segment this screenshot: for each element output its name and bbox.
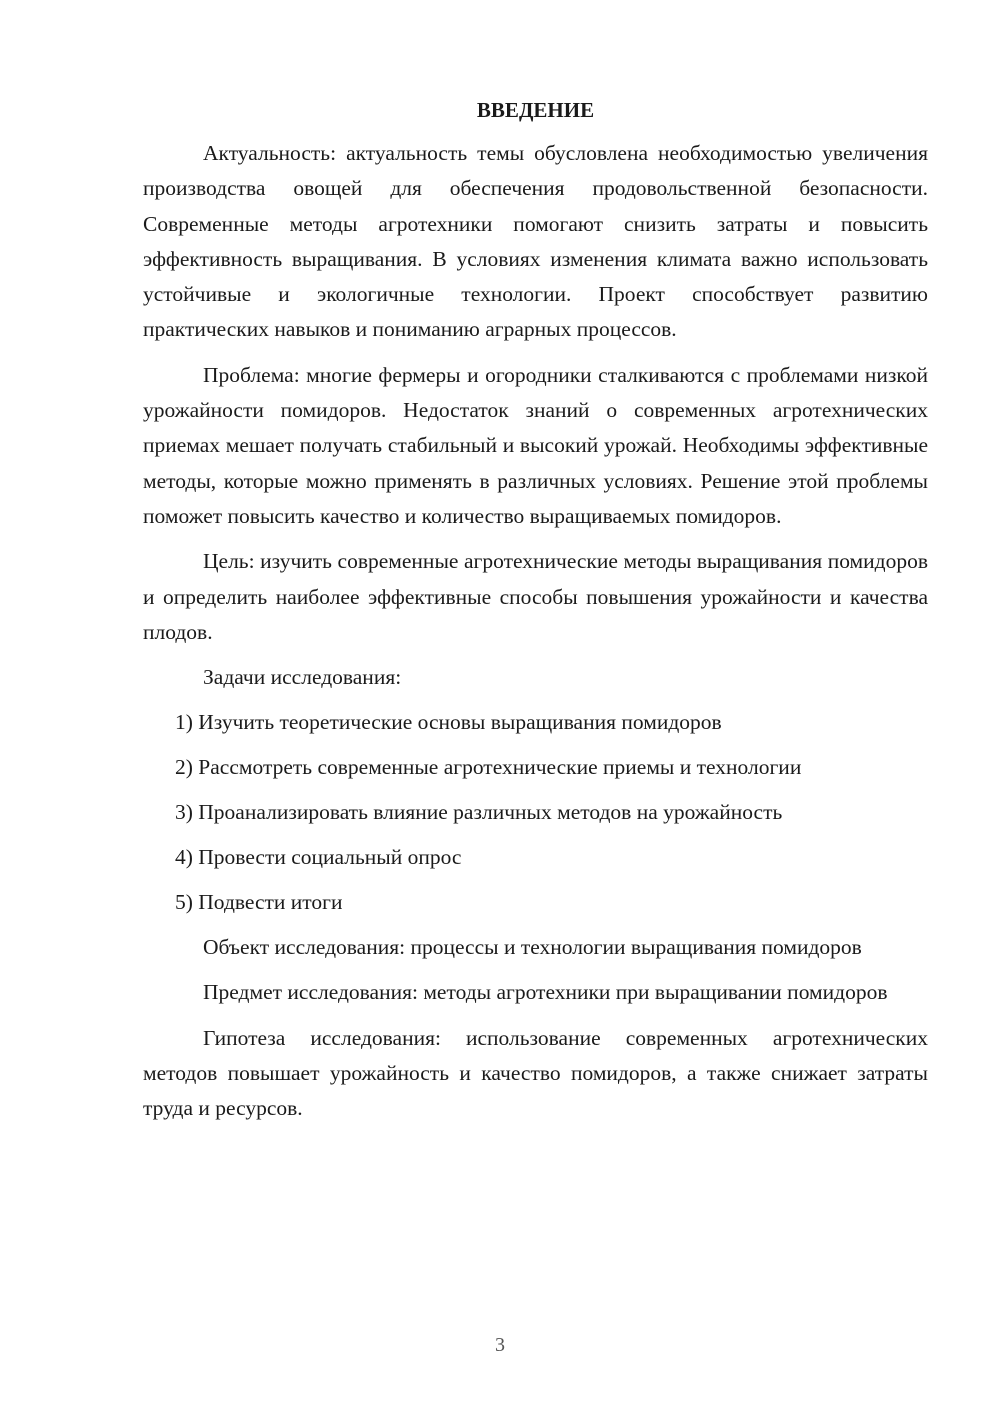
task-item: 5) Подвести итоги — [175, 890, 343, 915]
object-paragraph: Объект исследования: процессы и технологии выращивания помидоров — [203, 935, 862, 960]
task-item: 2) Рассмотреть современные агротехнические приемы и технологии — [175, 755, 802, 780]
task-item: 1) Изучить теоретические основы выращивания помидоров — [175, 710, 722, 735]
page-title: ВВЕДЕНИЕ — [476, 98, 595, 122]
subject-paragraph: Предмет исследования: методы агротехники при выращивании помидоров — [203, 980, 888, 1005]
tasks-heading: Задачи исследования: — [203, 665, 402, 690]
page-number: 3 — [495, 1334, 505, 1356]
relevance-paragraph: Актуальность: актуальность темы обусловлена необходимостью увеличения производства овощей для обеспечения продовольственной безопасности. Современные методы агротехники помогают снизить затраты и повысить эффективность выращивания. В условиях изменения климата важно использовать устойчивые и экологичные технологии. Проект способствует развитию практических навыков и пониманию аграрных процессов. — [143, 141, 928, 342]
task-item: 3) Проанализировать влияние различных методов на урожайность — [175, 800, 783, 825]
hypothesis-paragraph: Гипотеза исследования: использование современных агротехнических методов повышает урожайность и качество помидоров, а также снижает затраты труда и ресурсов. — [143, 1025, 928, 1121]
problem-paragraph: Проблема: многие фермеры и огородники сталкиваются с проблемами низкой урожайности помидоров. Недостаток знаний о современных агротехнических приемах мешает получать стабильный и высокий урожай. Необходимы эффективные методы, которые можно применять в различных условиях. Решение этой проблемы поможет повысить качество и количество выращиваемых помидоров. — [143, 362, 928, 528]
goal-paragraph: Цель: изучить современные агротехнические методы выращивания помидоров и определить наиболее эффективные способы повышения урожайности и качества плодов. — [143, 549, 928, 644]
document-page — [143, 92, 928, 1137]
task-item: 4) Провести социальный опрос — [175, 845, 462, 870]
